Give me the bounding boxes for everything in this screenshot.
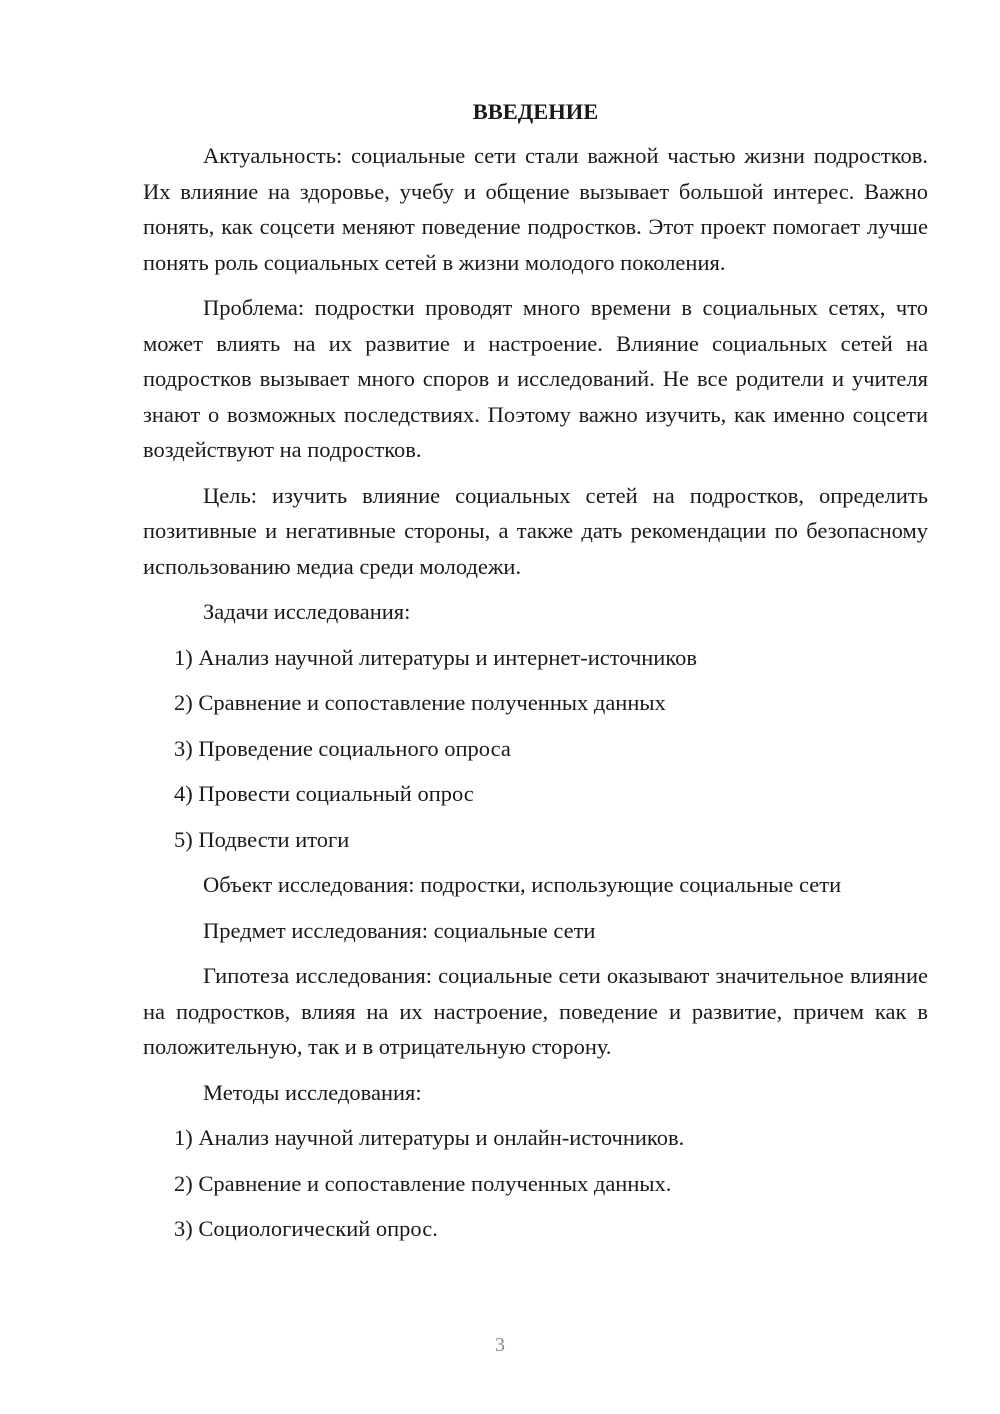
methods-heading: Методы исследования:	[203, 1079, 422, 1105]
method-item: 1) Анализ научной литературы и онлайн-источников.	[174, 1125, 685, 1150]
object-paragraph: Объект исследования: подростки, использующие социальные сети	[203, 872, 842, 897]
subject-paragraph: Предмет исследования: социальные сети	[203, 917, 596, 943]
tasks-heading: Задачи исследования:	[203, 599, 411, 624]
method-item: 3) Социологический опрос.	[174, 1216, 438, 1241]
task-item: 2) Сравнение и сопоставление полученных данных	[174, 690, 666, 715]
task-item: 1) Анализ научной литературы и интернет-источников	[174, 644, 698, 670]
section-title: ВВЕДЕНИЕ	[472, 99, 599, 124]
task-item: 3) Проведение социального опроса	[174, 735, 511, 761]
problem-paragraph: Проблема: подростки проводят много времени в социальных сетях, что может влиять на их развитие и настроение. Влияние социальных сетей на подростков вызывает много споров и исследований. Не все родители и учителя знают о возможных последствиях. Поэтому важно изучить, как именно соцсети воздействуют на подростков.	[143, 295, 928, 462]
goal-paragraph: Цель: изучить влияние социальных сетей на подростков, определить позитивные и негативные стороны, а также дать рекомендации по безопасному использованию медиа среди молодежи.	[143, 482, 928, 579]
task-item: 5) Подвести итоги	[174, 826, 350, 852]
relevance-paragraph: Актуальность: социальные сети стали важной частью жизни подростков. Их влияние на здоровье, учебу и общение вызывает большой интерес. Важно понять, как соцсети меняют поведение подростков. Этот проект помогает лучше понять роль социальных сетей в жизни молодого поколения.	[143, 143, 928, 275]
task-item: 4) Провести социальный опрос	[174, 781, 474, 806]
page-content	[143, 96, 928, 1257]
method-item: 2) Сравнение и сопоставление полученных данных.	[174, 1170, 672, 1196]
page-number: 3	[495, 1334, 505, 1356]
hypothesis-paragraph: Гипотеза исследования: социальные сети оказывают значительное влияние на подростков, влияя на их настроение, поведение и развитие, причем как в положительную, так и в отрицательную сторону.	[143, 963, 928, 1059]
